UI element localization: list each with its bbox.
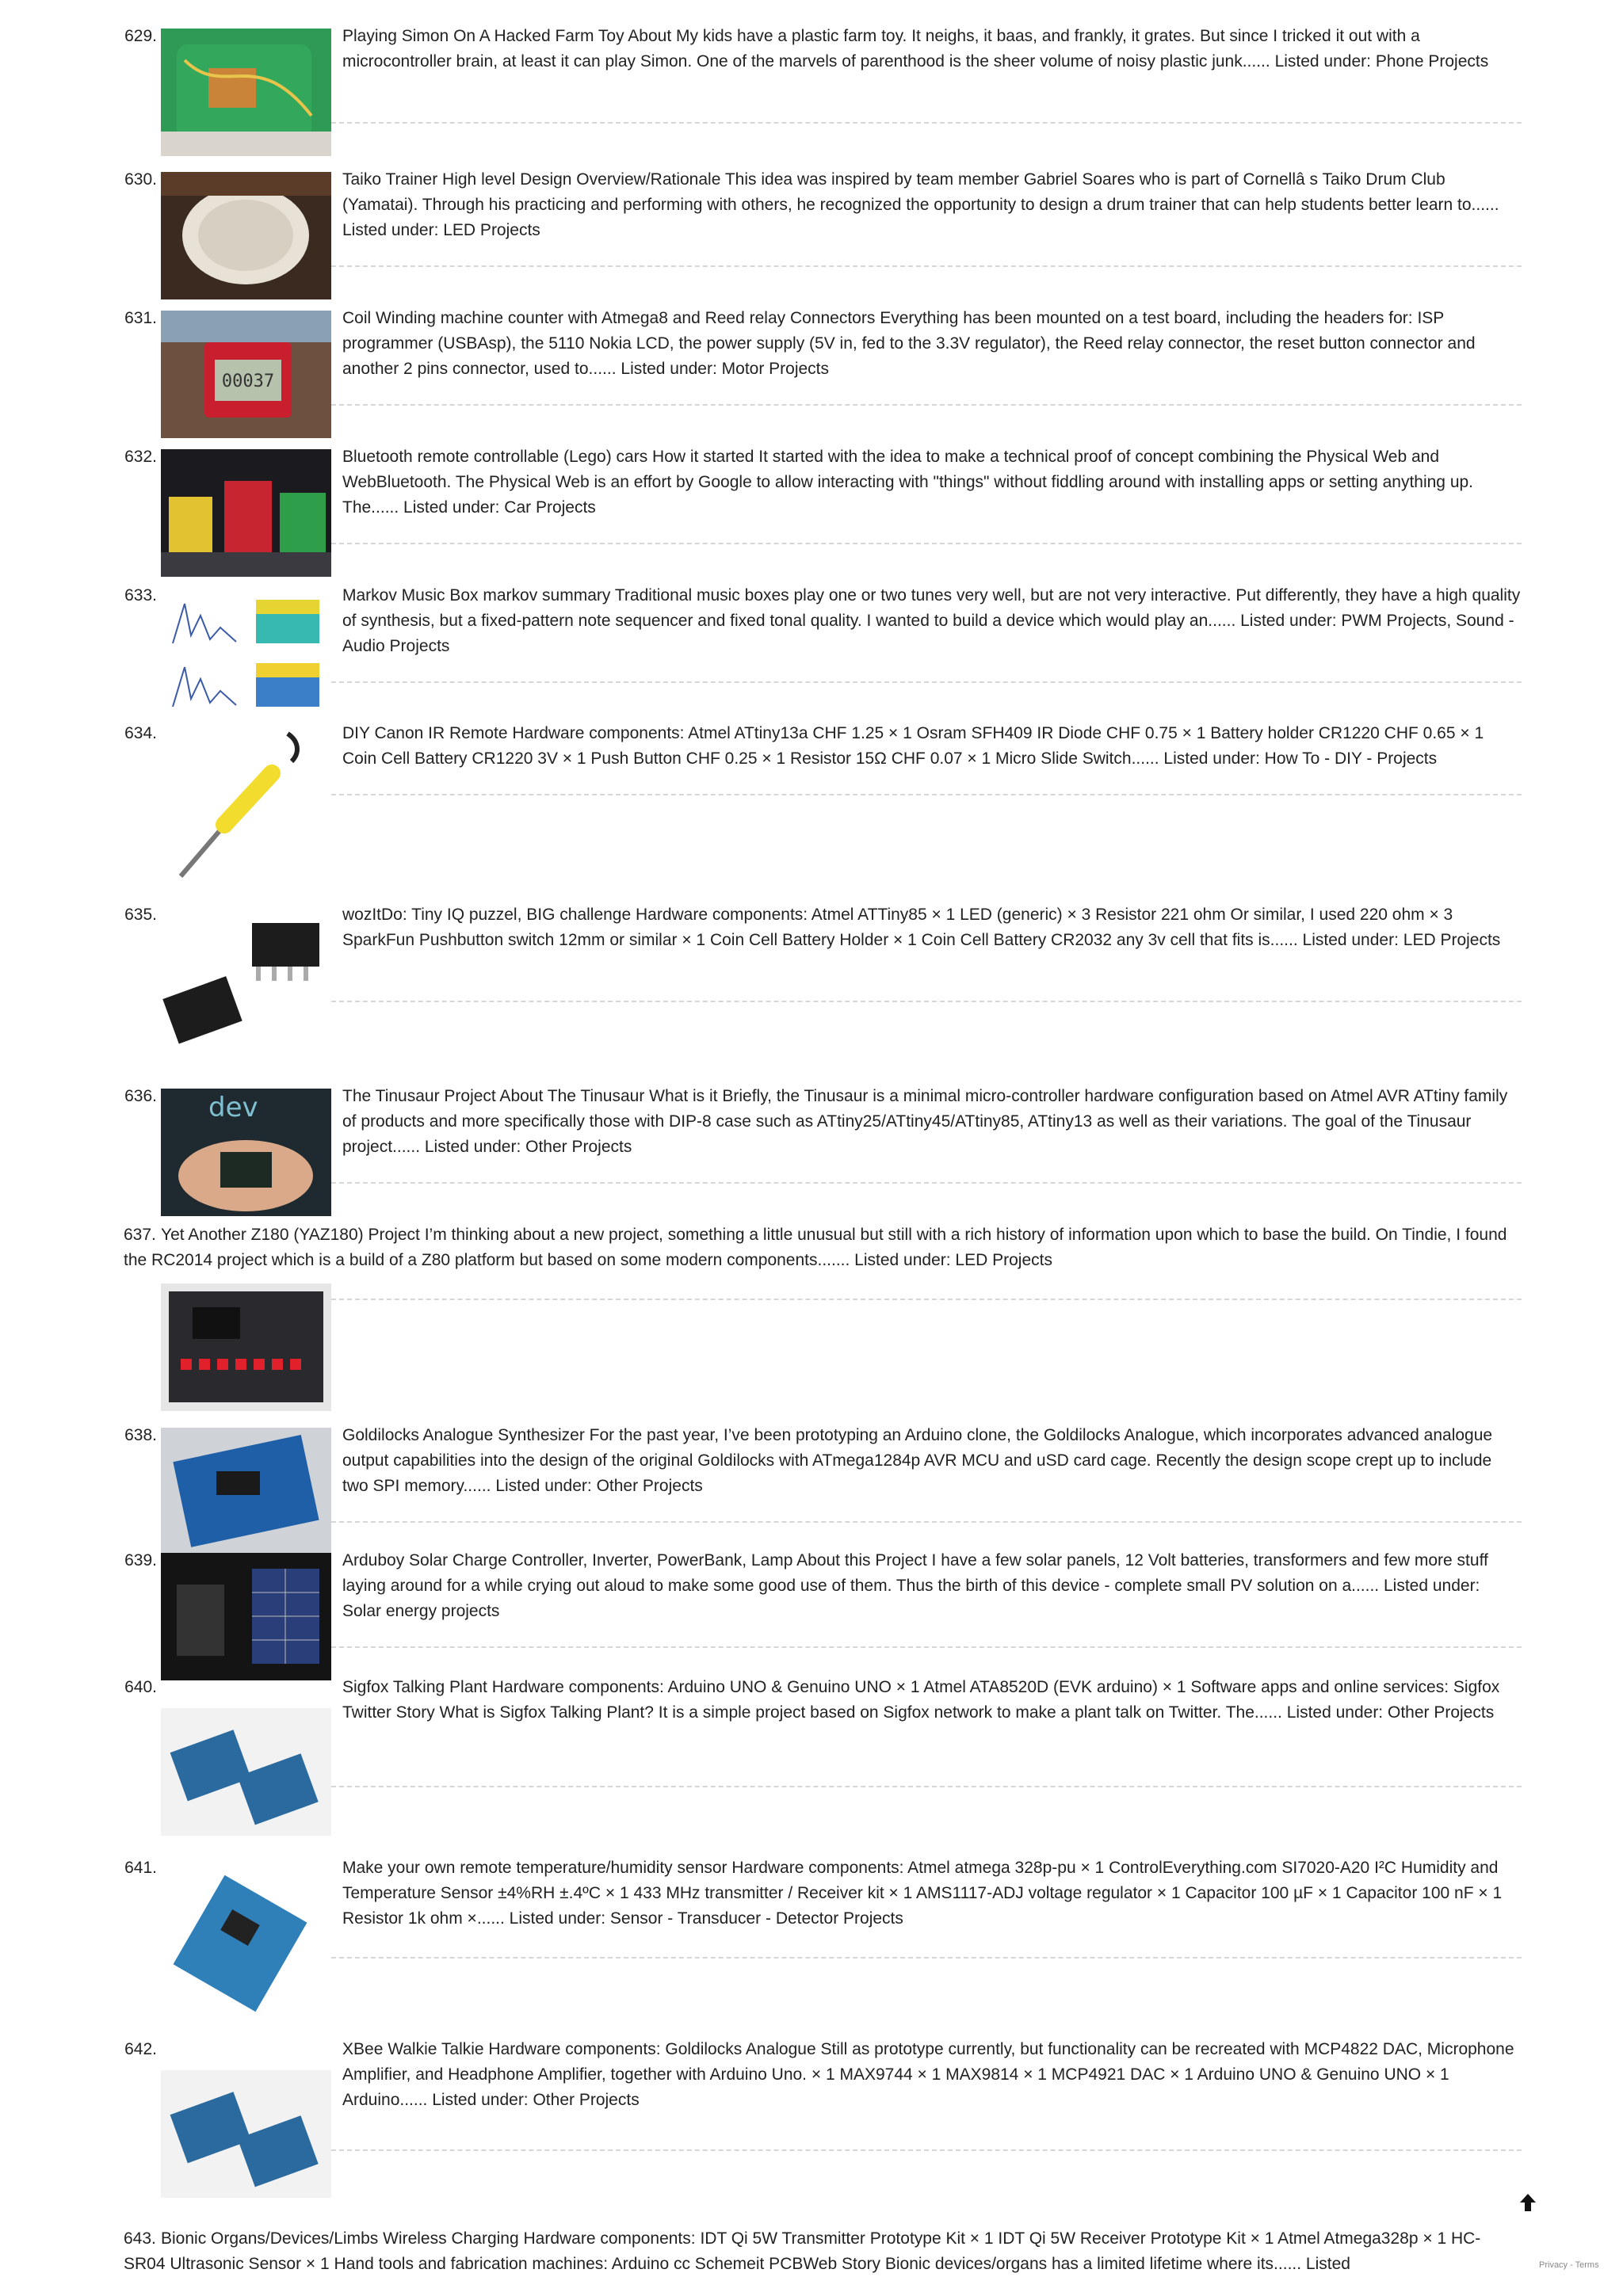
recaptcha-links[interactable]: Privacy - Terms: [1539, 2260, 1599, 2270]
scroll-to-top-button[interactable]: [1516, 2191, 1540, 2214]
divider: [331, 1182, 1522, 1184]
lego-cars-thumbnail[interactable]: [161, 449, 331, 577]
drum-trainer-thumbnail[interactable]: [161, 172, 331, 299]
item-description[interactable]: Bionic Organs/Devices/Limbs Wireless Charging Hardware components: IDT Qi 5W Transmitter Prototype Kit × 1 IDT Qi 5W Receiver Prototype Kit × 1 Atmel Atmega328p × 1 HC-SR04 Ultrasonic Sensor × 1 Hand tools and fabrication machines: Arduino cc Schemeit PCBWeb Story Bionic devices/organs has a limited lifetime where its...... Listed: [124, 2229, 1481, 2273]
item-number: 637.: [124, 1226, 156, 1244]
item-description[interactable]: wozItDo: Tiny IQ puzzel, BIG challenge Hardware components: Atmel ATTiny85 × 1 LED (generic) × 3 Resistor 221 ohm Or similar, I used 220 ohm × 3 SparkFun Pushbutton switch 12mm or similar × 1 Coin Cell Battery Holder × 1 Coin Cell Battery CR2032 any 3v cell that fits is...... Listed under: LED Projects: [342, 906, 1501, 949]
item-description[interactable]: Playing Simon On A Hacked Farm Toy About My kids have a plastic farm toy. It neighs, it baas, and frankly, it grates. But since I tricked it out with a microcontroller brain, at least it can play Simon. One of the marvels of parenthood is the sheer volume of noisy plastic junk...... Listed under: Phone Projects: [342, 27, 1489, 71]
item-number: 643.: [124, 2229, 156, 2248]
item-description[interactable]: Markov Music Box markov summary Traditional music boxes play one or two tunes very well, but are not very interactive. Put differently, they have a high quality of synthesis, but a fixed-pattern note sequencer and fixed tonal quality. I wanted to build a device which would play an...... Listed under: PWM Projects, Sound - Audio Projects: [342, 586, 1521, 655]
farm-toy-board-thumbnail[interactable]: [161, 29, 331, 156]
item-number: 642.: [124, 2040, 157, 2058]
divider: [331, 1299, 1522, 1300]
dip-chip-thumbnail[interactable]: [161, 907, 331, 1066]
item-number: 638.: [124, 1426, 157, 1444]
divider: [331, 265, 1522, 267]
item-number: 631.: [124, 309, 157, 327]
lcd-counter-thumbnail[interactable]: [161, 311, 331, 438]
spectrogram-thumbnail[interactable]: [161, 588, 331, 715]
item-number: 636.: [124, 1087, 157, 1105]
z180-board-thumbnail[interactable]: [161, 1283, 331, 1411]
item-number: 633.: [124, 586, 157, 605]
divider: [331, 1001, 1522, 1002]
goldilocks-board-thumbnail[interactable]: [161, 1428, 331, 1555]
solar-panel-thumbnail[interactable]: [161, 1553, 331, 1680]
divider: [331, 1521, 1522, 1523]
item-description[interactable]: Make your own remote temperature/humidity sensor Hardware components: Atmel atmega 328p-pu × 1 ControlEverything.com SI7020-A20 I²C Humidity and Temperature Sensor ±4%RH ±.4ºC × 1 433 MHz transmitter / Receiver kit × 1 AMS1117-ADJ voltage regulator × 1 Capacitor 100 µF × 1 Capacitor 100 nF × 1 Resistor 1k ohm ×...... Listed under: Sensor - Transducer - Detector Projects: [342, 1859, 1503, 1928]
item-number: 630.: [124, 170, 157, 189]
soldering-iron-thumbnail[interactable]: [161, 726, 331, 884]
item-description[interactable]: The Tinusaur Project About The Tinusaur What is it Briefly, the Tinusaur is a minimal micro-controller hardware configuration based on Atmel AVR ATtiny family of products and more specifically those with DIP-8 case such as ATtiny25/ATtiny45/ATtiny85, ATtiny13 as well as their variations. The goal of the Tinusaur project...... Listed under: Other Projects: [342, 1087, 1508, 1156]
divider: [331, 1646, 1522, 1648]
item-number: 629.: [124, 27, 157, 45]
item-number: 641.: [124, 1859, 157, 1877]
item-description[interactable]: XBee Walkie Talkie Hardware components: Goldilocks Analogue Still as prototype currently, but functionality can be recreated with MCP4822 DAC, Microphone Amplifier, and Headphone Amplifier, together with Arduino Uno. × 1 MAX9744 × 1 MAX9814 × 1 MCP4921 DAC × 1 Arduino UNO & Genuino UNO × 1 Arduino...... Listed under: Other Projects: [342, 2040, 1514, 2109]
divider: [331, 1957, 1522, 1958]
item-description[interactable]: Arduboy Solar Charge Controller, Inverter, PowerBank, Lamp About this Project I have a few solar panels, 12 Volt batteries, transformers and few more stuff laying around for a while crying out aloud to make some good use of them. Thus the birth of this device - complete small PV solution on a...... Listed under: Solar energy projects: [342, 1551, 1488, 1620]
item-description[interactable]: Goldilocks Analogue Synthesizer For the past year, I’ve been prototyping an Arduino clone, the Goldilocks Analogue, which incorporates advanced analogue output capabilities into the design of the original Goldilocks with ATmega1284p AVR MCU and uSD card cage. Recently the design scope crept up to include two SPI memory...... Listed under: Other Projects: [342, 1426, 1493, 1495]
item-description[interactable]: DIY Canon IR Remote Hardware components: Atmel ATtiny13a CHF 1.25 × 1 Osram SFH409 IR Diode CHF 0.75 × 1 Battery holder CR1220 CHF 0.65 × 1 Coin Cell Battery CR1220 3V × 1 Push Button CHF 0.25 × 1 Resistor 15Ω CHF 0.07 × 1 Micro Slide Switch...... Listed under: How To - DIY - Projects: [342, 724, 1484, 768]
item-number: 640.: [124, 1678, 157, 1696]
divider: [331, 2149, 1522, 2151]
arrow-up-icon: [1519, 2193, 1537, 2212]
divider: [331, 122, 1522, 124]
item-description[interactable]: Taiko Trainer High level Design Overview/Rationale This idea was inspired by team member Gabriel Soares who is part of Cornellâ s Taiko Drum Club (Yamatai). Through his practicing and performing with others, he recognized the opportunity to design a drum trainer that can help students better learn to...... Listed under: LED Projects: [342, 170, 1499, 239]
item-description[interactable]: Sigfox Talking Plant Hardware components: Arduino UNO & Genuino UNO × 1 Atmel ATA8520D (EVK arduino) × 1 Software apps and online services: Sigfox Twitter Story What is Sigfox Talking Plant? It is a simple project based on Sigfox network to make a plant talk on Twitter. The...... Listed under: Other Projects: [342, 1678, 1500, 1722]
arduino-boards-thumbnail[interactable]: [161, 1708, 331, 1836]
item-description[interactable]: Coil Winding machine counter with Atmega8 and Reed relay Connectors Everything has been mounted on a test board, including the headers for: ISP programmer (USBAsp), the 5110 Nokia LCD, the power supply (5V in, fed to the 3.3V regulator), the Reed relay connector, the reset button connector and another 2 pins connector, used to...... Listed under: Motor Projects: [342, 309, 1476, 378]
sensor-board-thumbnail[interactable]: [161, 1860, 331, 2019]
divider: [331, 681, 1522, 683]
item-number: 634.: [124, 724, 157, 742]
item-number: 632.: [124, 448, 157, 466]
divider: [331, 404, 1522, 406]
tinusaur-hand-thumbnail[interactable]: [161, 1089, 331, 1216]
divider: [331, 1786, 1522, 1787]
svg-text:00037: 00037: [221, 372, 275, 391]
divider: [331, 794, 1522, 795]
svg-text:dev: dev: [208, 1092, 258, 1123]
arduino-boards-thumbnail[interactable]: [161, 2070, 331, 2198]
divider: [331, 543, 1522, 544]
item-description[interactable]: Bluetooth remote controllable (Lego) cars How it started It started with the idea to make a technical proof of concept combining the Physical Web and WebBluetooth. The Physical Web is an effort by Google to allow interacting with "things" without fiddling around with installing apps or setting anything up. The...... Listed under: Car Projects: [342, 448, 1474, 517]
item-number: 639.: [124, 1551, 157, 1569]
item-description[interactable]: Yet Another Z180 (YAZ180) Project I’m thinking about a new project, something a little unusual but still with a rich history of information upon which to base the build. On Tindie, I found the RC2014 project which is a build of a Z80 platform but based on some modern components....... Listed under: LED Projects: [124, 1226, 1507, 1269]
item-number: 635.: [124, 906, 157, 924]
